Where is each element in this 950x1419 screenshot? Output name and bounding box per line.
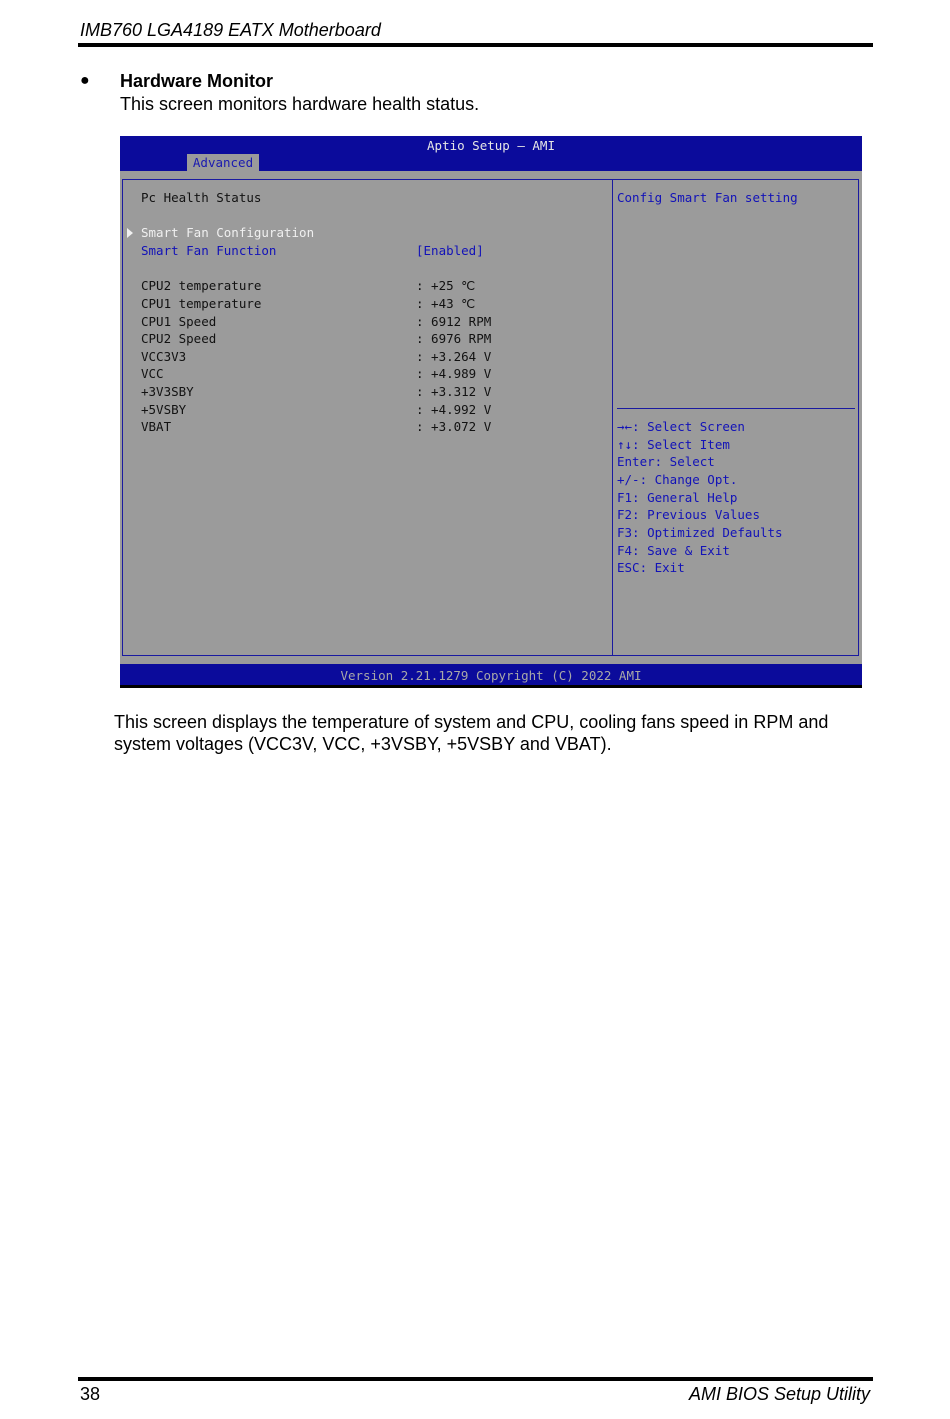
reading-value: : +4.989 V [416,366,492,381]
bios-status-bar [120,664,862,688]
key-hint: F4: Save & Exit [617,543,730,558]
key-hint: ↑↓: Select Item [617,437,730,452]
reading-label: VCC [141,366,164,381]
smart-fan-configuration-item[interactable]: Smart Fan Configuration [141,225,315,240]
reading-label: CPU2 Speed [141,331,217,346]
help-divider [617,408,855,409]
section-title: Hardware Monitor [120,71,274,91]
reading-label: +5VSBY [141,402,187,417]
smart-fan-function-value[interactable]: [Enabled] [416,243,484,258]
bullet-icon: ● [80,72,90,89]
bios-divider [612,179,613,656]
pc-health-status-label: Pc Health Status [141,190,262,205]
key-hint: F1: General Help [617,490,738,505]
reading-value: : +3.264 V [416,349,492,364]
help-text: Config Smart Fan setting [617,190,798,205]
key-hint: ESC: Exit [617,560,685,575]
reading-label: VCC3V3 [141,349,187,364]
bios-title: Aptio Setup – AMI [427,138,555,153]
key-hint: F2: Previous Values [617,507,760,522]
reading-value: : 6912 RPM [416,314,492,329]
reading-label: CPU1 temperature [141,296,262,311]
reading-label: +3V3SBY [141,384,194,399]
page-header-title: IMB760 LGA4189 EATX Motherboard [80,20,381,40]
footer-rule [78,1377,873,1381]
key-hint: +/-: Change Opt. [617,472,738,487]
reading-value: : +43 ℃ [416,296,476,311]
smart-fan-function-label[interactable]: Smart Fan Function [141,243,277,258]
reading-label: VBAT [141,419,172,434]
section-description: This screen monitors hardware health status. [120,94,480,114]
reading-value: : +25 ℃ [416,278,476,293]
reading-value: : +4.992 V [416,402,492,417]
reading-value: : +3.312 V [416,384,492,399]
reading-value: : +3.072 V [416,419,492,434]
submenu-arrow-icon [127,228,133,238]
footer-title: AMI BIOS Setup Utility [688,1384,870,1404]
bios-title-bar [120,136,862,171]
page-number: 38 [80,1384,101,1404]
body-paragraph: This screen displays the temperature of system and CPU, cooling fans speed in RPM and system voltages (VCC3V, VCC, +3VSBY, +5VSBY and VBAT). [114,712,829,754]
tab-advanced[interactable]: Advanced [187,154,259,171]
key-hint: →←: Select Screen [617,419,745,434]
bios-screenshot [120,136,862,688]
header-rule [78,43,873,47]
reading-value: : 6976 RPM [416,331,492,346]
reading-label: CPU2 temperature [141,278,262,293]
reading-label: CPU1 Speed [141,314,217,329]
key-hint: F3: Optimized Defaults [617,525,783,540]
key-hint: Enter: Select [617,454,715,469]
bios-version: Version 2.21.1279 Copyright (C) 2022 AMI [340,668,642,683]
